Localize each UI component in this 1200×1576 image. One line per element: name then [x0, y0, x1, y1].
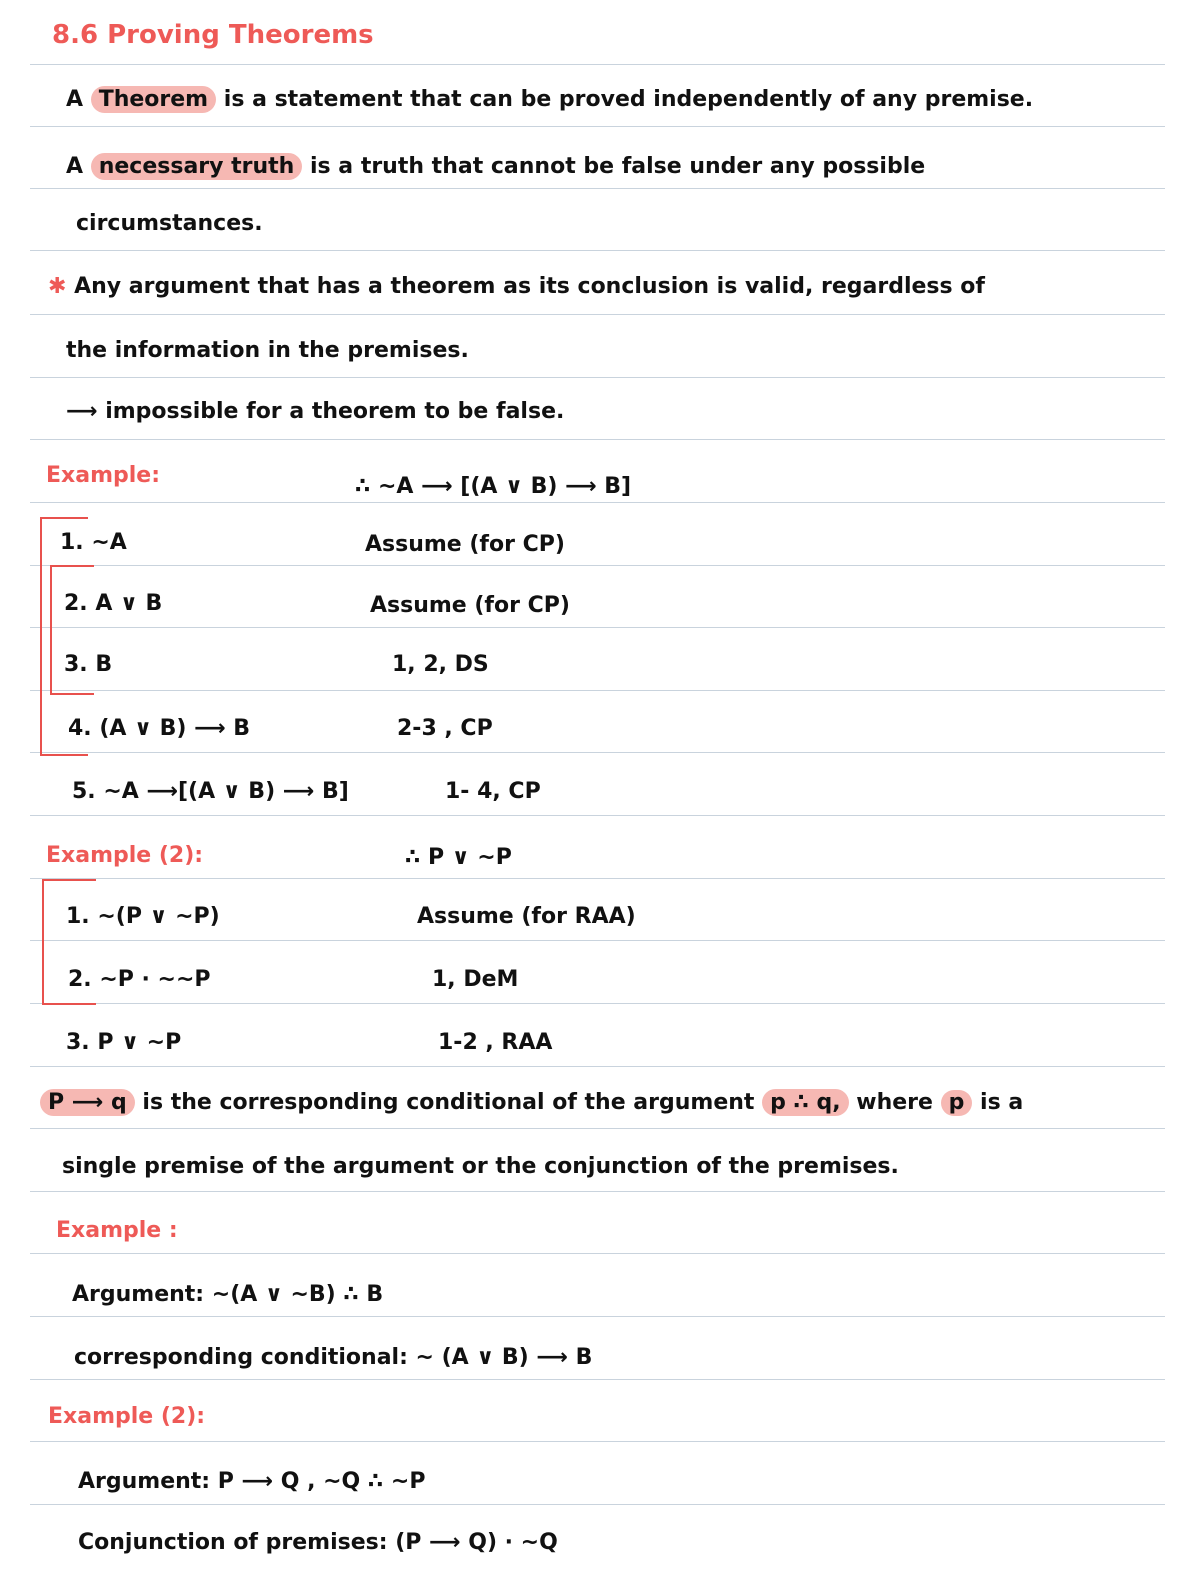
- raa-just-3: 1-2 , RAA: [438, 1030, 553, 1055]
- theorem-pre: A: [66, 87, 84, 112]
- theorem-post: is a statement that can be proved independently of any premise.: [223, 87, 1034, 112]
- ruled-line: [30, 878, 1165, 879]
- star-icon: ✱: [48, 274, 67, 299]
- example-4-conjunction: Conjunction of premises: (P ⟶ Q) · ~Q: [78, 1530, 558, 1555]
- argument-form: p ∴ q,: [762, 1089, 848, 1116]
- example-4-label: Example (2):: [48, 1404, 206, 1429]
- ruled-line: [30, 1003, 1165, 1004]
- necessary-term: necessary truth: [91, 153, 303, 180]
- ruled-line: [30, 752, 1165, 753]
- conditional-line-2: single premise of the argument or the conjunction of the premises.: [62, 1154, 899, 1179]
- raa-line-2: 2. ~P · ~~P: [68, 967, 211, 992]
- necessary-pre: A: [66, 154, 84, 179]
- theorem-term: Theorem: [91, 86, 216, 113]
- proof-line-4: 4. (A ∨ B) ⟶ B: [68, 716, 251, 741]
- ruled-line: [30, 565, 1165, 566]
- example-1-conclusion: ∴ ~A ⟶ [(A ∨ B) ⟶ B]: [355, 474, 632, 499]
- proof-line-1: 1. ~A: [60, 530, 127, 555]
- proof-just-4: 2-3 , CP: [397, 716, 493, 741]
- example-4-argument: Argument: P ⟶ Q , ~Q ∴ ~P: [78, 1469, 426, 1494]
- example-2-conclusion: ∴ P ∨ ~P: [405, 845, 512, 870]
- page-title: 8.6 Proving Theorems: [52, 20, 374, 50]
- proof-just-3: 1, 2, DS: [392, 652, 489, 677]
- conditional-mid: is the corresponding conditional of the argument: [142, 1090, 755, 1115]
- ruled-line: [30, 690, 1165, 691]
- ruled-line: [30, 1066, 1165, 1067]
- conditional-definition: [40, 1090, 1023, 1116]
- example-3-label: Example :: [56, 1218, 178, 1243]
- premise-p: p: [941, 1090, 973, 1116]
- conditional-term: P ⟶ q: [40, 1089, 135, 1116]
- raa-line-3: 3. P ∨ ~P: [66, 1030, 182, 1055]
- ruled-line: [30, 502, 1165, 503]
- ruled-line: [30, 815, 1165, 816]
- ruled-line: [30, 1379, 1165, 1380]
- necessary-post: is a truth that cannot be false under any possible: [310, 154, 926, 179]
- example-2-label: Example (2):: [46, 843, 204, 868]
- note-text-1: Any argument that has a theorem as its conclusion is valid, regardless of: [74, 274, 985, 299]
- ruled-line: [30, 377, 1165, 378]
- ruled-line: [30, 1128, 1165, 1129]
- proof-just-5: 1- 4, CP: [445, 779, 541, 804]
- proof-just-2: Assume (for CP): [370, 593, 570, 618]
- proof-line-2: 2. A ∨ B: [64, 591, 163, 616]
- example-3-argument: Argument: ~(A ∨ ~B) ∴ B: [72, 1282, 384, 1307]
- conditional-tail: is a: [980, 1090, 1024, 1115]
- ruled-line: [30, 1504, 1165, 1505]
- conditional-where: where: [856, 1090, 933, 1115]
- ruled-line: [30, 188, 1165, 189]
- raa-just-1: Assume (for RAA): [417, 904, 636, 929]
- theorem-definition: [66, 87, 1033, 113]
- ruled-line: [30, 940, 1165, 941]
- ruled-line: [30, 1441, 1165, 1442]
- necessary-truth-cont: circumstances.: [76, 211, 263, 236]
- note-line-1: [48, 274, 985, 300]
- ruled-line: [30, 1253, 1165, 1254]
- ruled-line: [30, 1191, 1165, 1192]
- ruled-line: [30, 1316, 1165, 1317]
- ruled-line: [30, 126, 1165, 127]
- proof-just-1: Assume (for CP): [365, 532, 565, 557]
- ruled-line: [30, 250, 1165, 251]
- necessary-truth-definition: [66, 154, 925, 180]
- proof-line-5: 5. ~A ⟶[(A ∨ B) ⟶ B]: [72, 779, 349, 804]
- proof-line-3: 3. B: [64, 652, 113, 677]
- note-line-2: the information in the premises.: [66, 338, 469, 363]
- note-line-3: ⟶ impossible for a theorem to be false.: [66, 399, 565, 424]
- raa-line-1: 1. ~(P ∨ ~P): [66, 904, 220, 929]
- ruled-line: [30, 314, 1165, 315]
- ruled-line: [30, 439, 1165, 440]
- ruled-line: [30, 627, 1165, 628]
- example-1-label: Example:: [46, 463, 160, 488]
- raa-just-2: 1, DeM: [432, 967, 519, 992]
- ruled-line: [30, 64, 1165, 65]
- example-3-conditional: corresponding conditional: ~ (A ∨ B) ⟶ B: [74, 1345, 593, 1370]
